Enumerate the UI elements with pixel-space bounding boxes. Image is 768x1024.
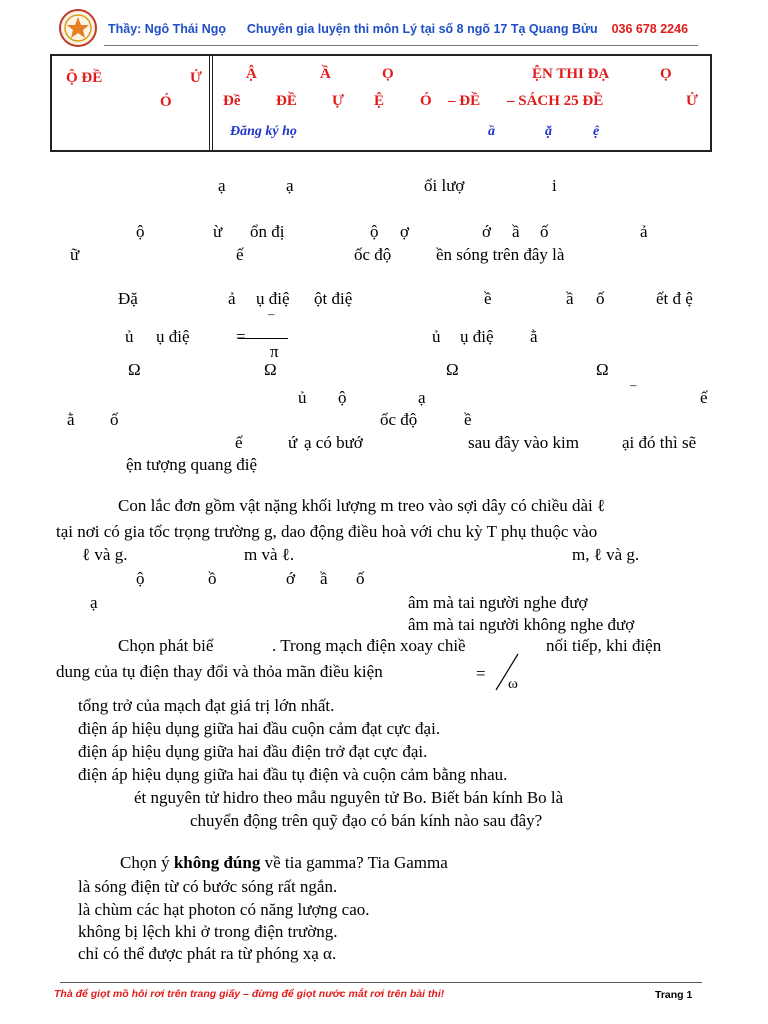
title-left-1b: Ử	[190, 70, 202, 86]
text-fragment: ầ	[512, 222, 520, 241]
text-fragment: sau đây vào kim	[468, 433, 579, 452]
text-fragment: ề	[484, 289, 492, 308]
question-text: chuyển động trên quỹ đạo có bán kính nào sau đây?	[190, 811, 543, 830]
question-text: Con lắc đơn gồm vật nặng khối lượng m treo vào sợi dây có chiều dài ℓ	[118, 496, 606, 515]
title-r2b: ĐỀ	[276, 93, 297, 109]
title-r1c: Ọ	[382, 66, 394, 82]
text-fragment: ụ điệ	[256, 289, 290, 308]
text-fragment: ố	[540, 222, 549, 241]
option-text: m, ℓ và g.	[572, 545, 640, 564]
title-r2f: – ĐỀ	[448, 93, 481, 109]
teacher-name: Thầy: Ngô Thái Ngọ	[108, 22, 227, 36]
slogan: Chuyên gia luyện thi môn Lý tại số 8 ngõ 17 Tạ Quang Bửu	[246, 22, 598, 36]
title-r2a: Đề	[223, 93, 241, 109]
title-r2d: Ệ	[374, 93, 385, 109]
page-number: Trang 1	[655, 989, 693, 1001]
title-left-1a: Ộ ĐỀ	[66, 70, 103, 86]
text-fragment: ại đó thì sẽ	[622, 433, 697, 452]
text-fragment: ền sóng trên đây là	[436, 245, 565, 264]
text-fragment: i	[552, 176, 557, 195]
text-fragment: ạ có bướ	[304, 433, 363, 452]
option-text: chỉ có thể được phát ra từ phóng xạ α.	[78, 944, 337, 963]
option-text: là chùm các hạt photon có năng lượng cao.	[78, 900, 370, 919]
title-r1d: ỆN THI ĐẠ	[532, 66, 610, 82]
text-fragment: ằ	[530, 327, 538, 346]
text-fragment: ầ	[566, 289, 574, 308]
text-fragment: ớ	[482, 222, 491, 241]
question-tail: về tia gamma? Tia Gamma	[260, 853, 448, 872]
text-fragment: Đặ	[118, 289, 138, 308]
text-fragment: ả	[640, 222, 648, 241]
text-fragment: ốc độ	[380, 410, 418, 429]
option-text: không bị lệch khi ở trong điện trường.	[78, 922, 338, 941]
option-text: tổng trở của mạch đạt giá trị lớn nhất.	[78, 696, 335, 715]
option-text: ℓ và g.	[82, 545, 128, 564]
header-contact-line	[108, 22, 688, 36]
text-fragment: ề	[464, 410, 472, 429]
title-r2h: Ử	[686, 93, 698, 109]
text-fragment: ộ	[338, 388, 347, 407]
pi-symbol: π	[270, 342, 279, 361]
text-fragment: ớ	[286, 569, 295, 588]
question-text: nối tiếp, khi điện	[546, 636, 662, 655]
text-fragment: ụ điệ	[156, 327, 190, 346]
title-r2c: Ự	[332, 93, 344, 109]
text-fragment: ế	[235, 433, 243, 452]
title-r3d: ệ	[593, 124, 600, 139]
question-text: ét nguyên tử hidro theo mẫu nguyên tử Bo. Biết bán kính Bo là	[134, 788, 564, 807]
minus-mark: –	[630, 377, 637, 392]
title-r2g: – SÁCH 25 ĐỀ	[507, 93, 604, 109]
option-text: điện áp hiệu dụng giữa hai đầu cuộn cảm đạt cực đại.	[78, 719, 441, 738]
text-fragment: ạ	[286, 176, 294, 195]
question-intro: Chọn ý	[120, 853, 174, 872]
title-r1b: Ầ	[320, 66, 331, 82]
text-fragment: ện tượng quang điệ	[126, 455, 258, 474]
text-fragment: ốc độ	[354, 245, 392, 264]
text-fragment: ả	[228, 289, 236, 308]
ohm-symbol: Ω	[128, 360, 141, 379]
option-text: âm mà tai người không nghe đượ	[408, 615, 635, 634]
school-emblem-icon	[58, 8, 98, 48]
footer-divider	[60, 982, 702, 983]
question-text: . Trong mạch điện xoay chiề	[272, 636, 466, 655]
text-fragment: ế	[236, 245, 244, 264]
question-text	[120, 853, 448, 873]
text-fragment: ầ	[320, 569, 328, 588]
option-text: là sóng điện từ có bước sóng rất ngắn.	[78, 877, 338, 896]
text-fragment: ạ	[418, 388, 426, 407]
text-fragment: ừ	[213, 222, 223, 241]
ohm-symbol: Ω	[446, 360, 459, 379]
text-fragment: ủ	[298, 388, 307, 407]
text-fragment: ố	[110, 410, 119, 429]
text-fragment: ạ	[90, 593, 98, 612]
text-fragment: ứ	[288, 433, 298, 452]
header-divider	[104, 45, 698, 46]
emphasis-not-correct: không đúng	[173, 853, 261, 872]
text-fragment: ằ	[67, 410, 75, 429]
option-text: m và ℓ.	[244, 545, 295, 564]
option-text: âm mà tai người nghe đượ	[408, 593, 588, 612]
text-fragment: ồ	[208, 569, 217, 588]
option-text: điện áp hiệu dụng giữa hai đầu điện trở đạt cực đại.	[78, 742, 428, 761]
title-box-divider	[209, 56, 213, 150]
title-r1a: Ậ	[246, 66, 257, 82]
question-text: tại nơi có gia tốc trọng trường g, dao động điều hoà với chu kỳ T phụ thuộc vào	[56, 522, 598, 541]
fraction-line	[238, 338, 288, 339]
ohm-symbol: Ω	[264, 360, 277, 379]
text-fragment: ết đ ệ	[656, 289, 693, 308]
text-fragment: ộ	[136, 569, 145, 588]
text-fragment: ạ	[218, 176, 226, 195]
text-fragment: ổn đị	[250, 222, 285, 241]
text-fragment: ố	[596, 289, 605, 308]
text-fragment: ố	[356, 569, 365, 588]
phone-number: 036 678 2246	[611, 22, 689, 36]
question-text: Chọn phát biể	[118, 636, 214, 655]
omega-symbol: ω	[508, 676, 518, 692]
title-left-2: Ó	[160, 94, 172, 110]
title-r3c: ặ	[545, 124, 552, 139]
fraction-bar-mark: –	[268, 306, 275, 321]
text-fragment: ủ	[125, 327, 134, 346]
text-fragment: ợ	[400, 222, 409, 241]
text-fragment: ế	[700, 388, 708, 407]
text-fragment: ối lượ	[424, 176, 465, 195]
ohm-symbol: Ω	[596, 360, 609, 379]
title-r3b: ầ	[488, 124, 495, 139]
text-fragment: ủ	[432, 327, 441, 346]
footer-quote: Thà để giọt mồ hôi rơi trên trang giấy – đừng để giọt nước mắt rơi trên bài thi!	[54, 988, 445, 1000]
text-fragment: ụ điệ	[460, 327, 494, 346]
equals-sign: =	[476, 664, 486, 683]
text-fragment: ữ	[70, 245, 80, 264]
text-fragment: ộ	[370, 222, 379, 241]
text-fragment: ộ	[136, 222, 145, 241]
title-r2e: Ó	[420, 93, 432, 109]
title-r1e: Ọ	[660, 66, 672, 82]
option-text: điện áp hiệu dụng giữa hai đầu tụ điện và cuộn cảm bằng nhau.	[78, 765, 508, 784]
title-r3a: Đăng ký họ	[230, 124, 297, 139]
equals-sign: =	[236, 327, 246, 346]
question-text: dung của tụ điện thay đổi và thỏa mãn điều kiện	[56, 662, 383, 681]
text-fragment: ột điệ	[314, 289, 353, 308]
